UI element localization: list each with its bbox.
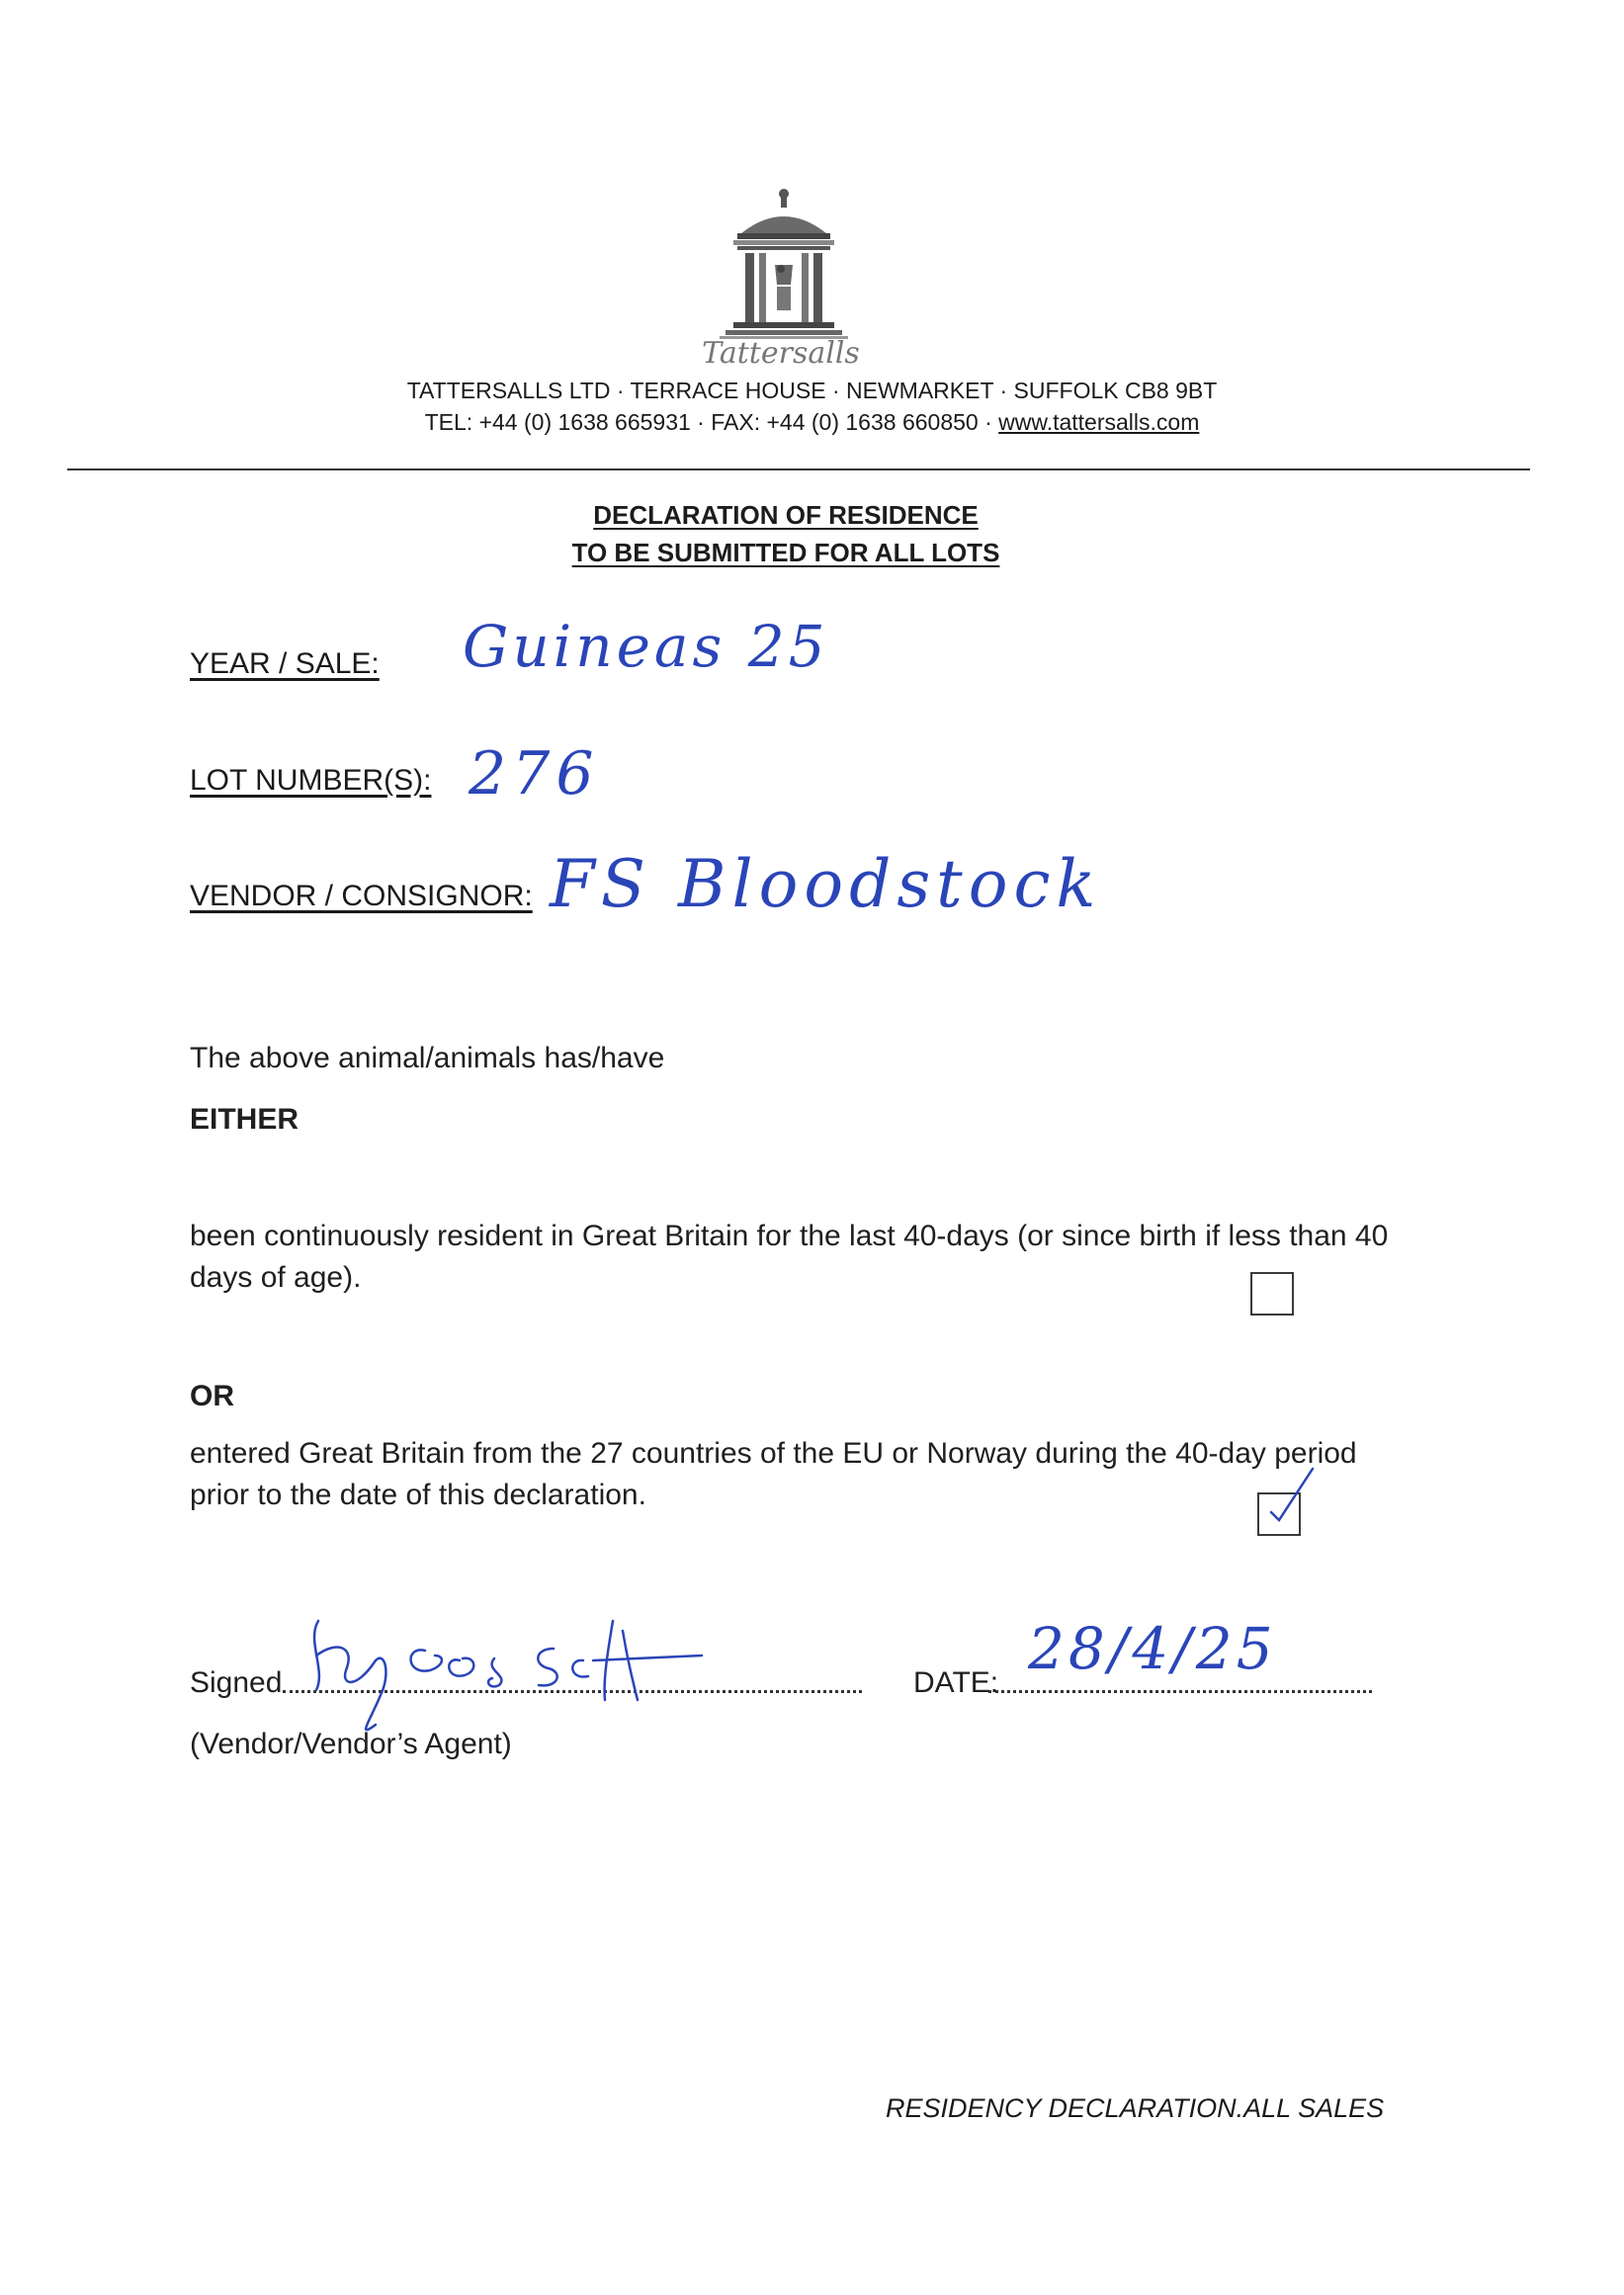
lot-number-label: LOT NUMBER(S): [190, 764, 432, 797]
header-divider [67, 468, 1530, 470]
lot-number-value[interactable]: 276 [469, 739, 600, 808]
form-reference-footer: RESIDENCY DECLARATION.ALL SALES [886, 2093, 1385, 2123]
intro-text: The above animal/animals has/have [190, 1042, 665, 1074]
signatory-role-label: (Vendor/Vendor’s Agent) [190, 1728, 512, 1760]
company-contact [198, 409, 1426, 436]
option1-checkbox[interactable] [1250, 1272, 1294, 1316]
option2-text: entered Great Britain from the 27 countries of the EU or Norway during the 40-day period prior to the date of this declaration. [190, 1437, 1357, 1511]
website-link[interactable]: www.tattersalls.com [998, 409, 1200, 435]
signed-label: Signed [190, 1666, 283, 1699]
form-title-line2: TO BE SUBMITTED FOR ALL LOTS [571, 538, 1000, 567]
date-label: DATE: [913, 1666, 999, 1699]
vendor-consignor-label: VENDOR / CONSIGNOR: [190, 880, 533, 912]
date-line[interactable] [988, 1690, 1372, 1693]
brand-name: Tattersalls [702, 336, 860, 371]
checkmark-icon [1257, 1465, 1317, 1534]
option2-checkbox[interactable] [1257, 1492, 1301, 1536]
company-address: TATTERSALLS LTD · TERRACE HOUSE · NEWMARKET · SUFFOLK CB8 9BT [406, 378, 1218, 403]
tattersalls-logo [720, 186, 848, 344]
year-sale-value[interactable]: Guineas 25 [463, 613, 829, 680]
form-title-line1: DECLARATION OF RESIDENCE [593, 500, 979, 530]
either-label: EITHER [190, 1103, 299, 1136]
year-sale-label: YEAR / SALE: [190, 647, 380, 680]
contact-phone-fax: TEL: +44 (0) 1638 665931 · FAX: +44 (0) 1638 660850 · [424, 409, 999, 435]
temple-logo-icon [720, 186, 848, 344]
or-label: OR [190, 1380, 234, 1412]
vendor-consignor-value[interactable]: FS Bloodstock [550, 846, 1102, 922]
option1-text: been continuously resident in Great Britain for the last 40-days (or since birth if less than 40 days of age). [190, 1220, 1389, 1294]
date-value[interactable]: 28/4/25 [1028, 1615, 1277, 1682]
